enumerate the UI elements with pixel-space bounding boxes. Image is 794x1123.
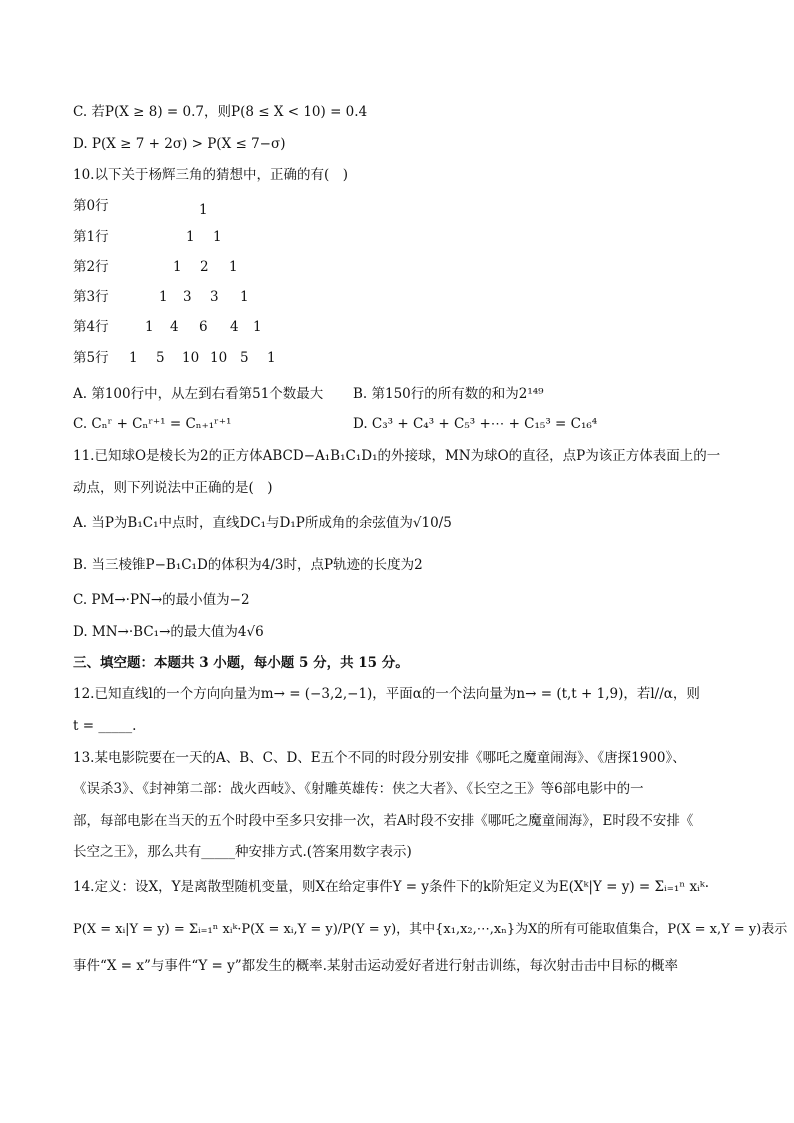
row-label-3: 第3行 [73, 289, 109, 305]
row-label-4: 第4行 [73, 319, 109, 335]
row-label-5: 第5行 [73, 350, 109, 366]
q14-line2: P(X = xᵢ|Y = y) = Σᵢ₌₁ⁿ xᵢᵏ·P(X = xᵢ,Y = y)/P(Y = y)，其中{x₁,x₂,⋯,xₙ}为X的所有可能取值集合，P(X = x,Y = y)表示 [73, 922, 788, 937]
q11-stem-line1: 11.已知球O是棱长为2的正方体ABCD−A₁B₁C₁D₁的外接球，MN为球O的直径，点P为该正方体表面上的一 [73, 448, 721, 464]
section-3-heading: 三、填空题：本题共 3 小题，每小题 5 分，共 15 分。 [73, 655, 409, 671]
q11-option-d: D. MN→·BC₁→的最大值为4√6 [73, 624, 264, 640]
row-label-0: 第0行 [73, 198, 109, 214]
tri-5-0: 1 [129, 350, 138, 366]
row-label-2: 第2行 [73, 259, 109, 275]
tri-2-1: 2 [200, 259, 209, 275]
tri-3-2: 3 [210, 289, 219, 305]
q14-line1: 14.定义：设X，Y是离散型随机变量，则X在给定事件Y = y条件下的k阶矩定义为E(Xᵏ|Y = y) = Σᵢ₌₁ⁿ xᵢᵏ· [73, 879, 709, 895]
tri-4-1: 4 [170, 319, 179, 335]
tri-4-2: 6 [199, 319, 208, 335]
q12-line1: 12.已知直线l的一个方向向量为m→ = (−3,2,−1)，平面α的一个法向量为n→ = (t,t + 1,9)，若l//α，则 [73, 686, 700, 702]
q9-option-c: C. 若P(X ≥ 8) = 0.7，则P(8 ≤ X < 10) = 0.4 [73, 104, 368, 120]
tri-5-1: 5 [156, 350, 165, 366]
q13-line4: 长空之王》，那么共有_____种安排方式.(答案用数字表示) [73, 844, 412, 860]
tri-3-1: 3 [183, 289, 192, 305]
tri-3-3: 1 [240, 289, 249, 305]
q13-line3: 部，每部电影在当天的五个时段中至多只安排一次，若A时段不安排《哪吒之魔童闹海》，E时段不安排《 [73, 813, 694, 829]
q10-option-b: B. 第150行的所有数的和为2¹⁴⁹ [353, 386, 544, 402]
q9-option-d: D. P(X ≥ 7 + 2σ) > P(X ≤ 7−σ) [73, 136, 286, 152]
q10-option-c: C. Cₙʳ + Cₙʳ⁺¹ = Cₙ₊₁ʳ⁺¹ [73, 416, 232, 432]
q11-option-b: B. 当三棱锥P−B₁C₁D的体积为4/3时，点P轨迹的长度为2 [73, 557, 423, 573]
tri-5-2: 10 [182, 350, 200, 366]
tri-4-0: 1 [145, 319, 154, 335]
row-label-1: 第1行 [73, 229, 109, 245]
tri-5-3: 10 [210, 350, 228, 366]
tri-5-5: 1 [267, 350, 276, 366]
tri-1-0: 1 [186, 229, 195, 245]
tri-3-0: 1 [159, 289, 168, 305]
q11-option-a: A. 当P为B₁C₁中点时，直线DC₁与D₁P所成角的余弦值为√10/5 [73, 515, 452, 531]
q11-stem-line2: 动点，则下列说法中正确的是( ) [73, 480, 273, 496]
tri-4-4: 1 [253, 319, 262, 335]
q13-line2: 《误杀3》、《封神第二部：战火西岐》、《射雕英雄传：侠之大者》、《长空之王》等6部电影中的一 [73, 781, 644, 797]
tri-0-0: 1 [199, 202, 208, 218]
tri-2-2: 1 [229, 259, 238, 275]
tri-2-0: 1 [173, 259, 182, 275]
tri-4-3: 4 [230, 319, 239, 335]
tri-5-4: 5 [240, 350, 249, 366]
q13-line1: 13.某电影院要在一天的A、B、C、D、E五个不同的时段分别安排《哪吒之魔童闹海》、《唐探1900》、 [73, 750, 686, 766]
q10-option-a: A. 第100行中，从左到右看第51个数最大 [73, 386, 324, 402]
q11-option-c: C. PM→·PN→的最小值为−2 [73, 592, 250, 608]
q10-stem: 10.以下关于杨辉三角的猜想中，正确的有( ) [73, 167, 349, 183]
q10-option-d: D. C₃³ + C₄³ + C₅³ +⋯ + C₁₅³ = C₁₆⁴ [353, 416, 598, 432]
q14-line3: 事件“X = x”与事件“Y = y”都发生的概率.某射击运动爱好者进行射击训练，每次射击击中目标的概率 [73, 958, 678, 974]
q12-line2: t = _____. [73, 718, 137, 734]
tri-1-1: 1 [213, 229, 222, 245]
